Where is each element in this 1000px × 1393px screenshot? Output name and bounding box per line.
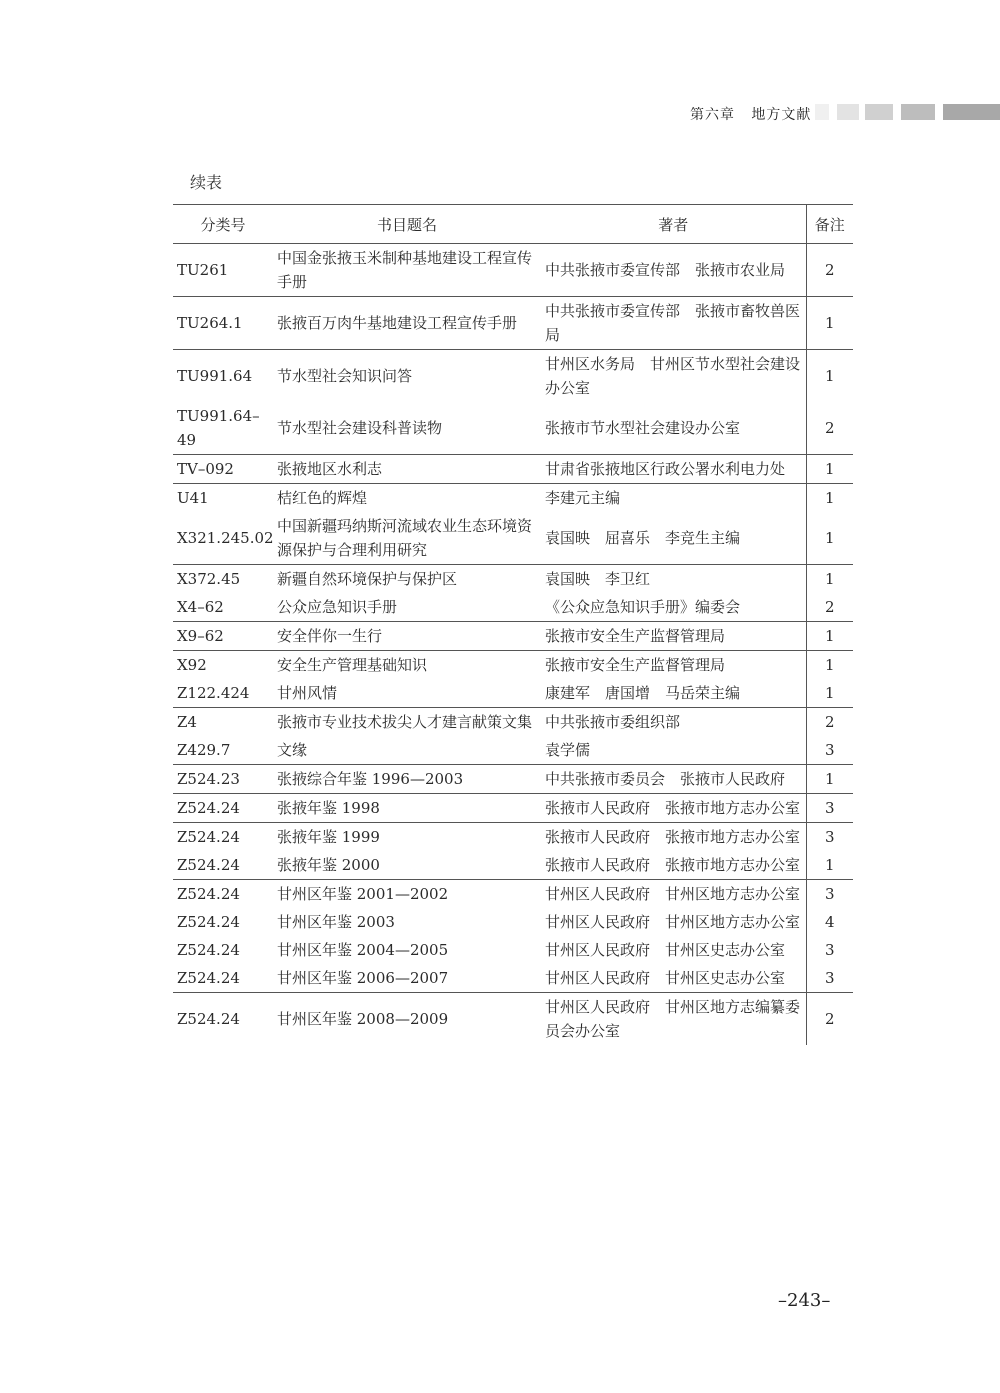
table-row [173,455,853,484]
title-cell: 甘州风情 [273,679,541,708]
author-cell: 中共张掖市委宣传部 张掖市农业局 [541,244,806,297]
class-number-cell: X4–62 [173,593,273,622]
title-cell: 节水型社会知识问答 [277,367,413,385]
title-cell: 公众应急知识手册 [273,593,541,622]
table-row [173,880,853,909]
author-cell: 甘肃省张掖地区行政公署水利电力处 [541,455,806,484]
header-author: 著者 [541,205,806,244]
table-row [173,736,853,765]
class-number-cell: Z524.24 [173,794,273,823]
class-number-cell: U41 [177,489,209,507]
title-cell: 甘州区年鉴 2006—2007 [273,964,541,993]
class-number-cell: Z4 [177,713,197,731]
table-row [173,765,853,794]
title-cell: 桔红色的辉煌 [277,489,368,507]
table-row [173,908,853,936]
table-row [173,622,853,651]
title-cell: 文缘 [273,736,541,765]
author-cell: 甘州区人民政府 甘州区地方志办公室 [545,913,801,931]
title-cell: 张掖地区水利志 [273,455,541,484]
note-cell: 3 [806,936,853,964]
note-cell: 2 [806,593,853,622]
table-row [173,484,853,513]
author-cell: 甘州区人民政府 甘州区地方志办公室 [545,885,801,903]
table-row [173,565,853,594]
note-cell: 2 [806,244,853,297]
note-cell: 1 [806,565,853,594]
title-cell: 中国新疆玛纳斯河流域农业生态环境资源保护与合理利用研究 [273,512,541,565]
title-cell: 张掖综合年鉴 1996—2003 [273,765,541,794]
note-cell: 1 [806,297,853,350]
table-row [173,350,853,403]
note-cell: 1 [806,350,853,403]
title-cell: 新疆自然环境保护与保护区 [277,570,458,588]
title-cell: 安全生产管理基础知识 [277,656,428,674]
header-block-3 [901,104,935,120]
author-cell: 李建元主编 [545,489,621,507]
title-cell: 甘州区年鉴 2008—2009 [277,1010,449,1028]
table-row [173,794,853,823]
class-number-cell: Z524.24 [177,941,240,959]
author-cell: 张掖市人民政府 张掖市地方志办公室 [541,794,806,823]
table-row [173,823,853,852]
class-number-cell: Z524.24 [177,1010,240,1028]
note-cell: 2 [806,402,853,455]
class-number-cell: Z524.24 [177,885,240,903]
author-cell: 中共张掖市委宣传部 张掖市畜牧兽医局 [541,297,806,350]
title-cell: 张掖百万肉牛基地建设工程宣传手册 [273,297,541,350]
table-header-row [173,205,853,244]
author-cell: 《公众应急知识手册》编委会 [541,593,806,622]
class-number-cell: Z429.7 [173,736,273,765]
author-cell: 张掖市人民政府 张掖市地方志办公室 [545,828,801,846]
table-caption: 续表 [190,173,223,192]
note-cell: 2 [806,993,853,1046]
page-number: –243– [778,1290,831,1311]
note-cell: 4 [806,908,853,936]
note-cell: 1 [806,512,853,565]
chapter-title [690,104,811,124]
title-cell: 节水型社会建设科普读物 [273,402,541,455]
table-row [173,297,853,350]
table-row [173,512,853,565]
class-number-cell: Z524.24 [177,913,240,931]
table-row [173,936,853,964]
author-cell: 甘州区人民政府 甘州区史志办公室 [541,964,806,993]
note-cell: 2 [806,708,853,737]
table-row [173,402,853,455]
table-row [173,993,853,1046]
class-number-cell: X372.45 [177,570,241,588]
class-number-cell: X9–62 [173,622,273,651]
table-row [173,651,853,680]
note-cell: 3 [806,823,853,852]
header-block-4 [943,104,1000,120]
header-title: 书目题名 [273,205,541,244]
class-number-cell: TU991.64 [177,367,253,385]
author-cell: 甘州区人民政府 甘州区史志办公室 [545,941,786,959]
author-cell: 甘州区人民政府 甘州区地方志编纂委员会办公室 [545,998,801,1040]
table-row [173,244,853,297]
author-cell: 中共张掖市委员会 张掖市人民政府 [541,765,806,794]
author-cell: 张掖市人民政府 张掖市地方志办公室 [541,851,806,880]
author-cell: 张掖市安全生产监督管理局 [541,622,806,651]
class-number-cell: Z122.424 [173,679,273,708]
header-block-0 [815,104,829,120]
table-row [173,708,853,737]
bibliography-table [173,204,853,1045]
note-cell: 3 [806,794,853,823]
note-cell: 1 [806,851,853,880]
class-number-cell: Z524.24 [173,964,273,993]
table-body [173,244,853,1046]
table-row [173,964,853,993]
class-number-cell: Z524.24 [173,851,273,880]
header-block-1 [837,104,859,120]
header-class-number: 分类号 [173,205,273,244]
note-cell: 3 [806,736,853,765]
table-row [173,593,853,622]
title-cell: 安全伴你一生行 [273,622,541,651]
class-number-cell: X321.245.02 [173,512,273,565]
running-header [0,96,1000,130]
author-cell: 袁国映 屈喜乐 李竞生主编 [541,512,806,565]
class-number-cell: Z524.23 [173,765,273,794]
note-cell: 1 [806,765,853,794]
author-cell: 中共张掖市委组织部 [545,713,681,731]
section-label: 地方文献 [751,107,812,123]
note-cell: 3 [806,964,853,993]
author-cell: 张掖市节水型社会建设办公室 [541,402,806,455]
title-cell: 甘州区年鉴 2004—2005 [277,941,449,959]
note-cell: 1 [806,679,853,708]
title-cell: 张掖年鉴 2000 [273,851,541,880]
note-cell: 1 [806,622,853,651]
author-cell: 袁学儒 [541,736,806,765]
title-cell: 张掖年鉴 1998 [273,794,541,823]
note-cell: 1 [806,484,853,513]
author-cell: 张掖市安全生产监督管理局 [545,656,726,674]
author-cell: 袁国映 李卫红 [545,570,651,588]
note-cell: 3 [806,880,853,909]
author-cell: 甘州区水务局 甘州区节水型社会建设办公室 [545,355,801,397]
author-cell: 康建军 唐国增 马岳荣主编 [541,679,806,708]
title-cell: 甘州区年鉴 2003 [277,913,395,931]
title-cell: 甘州区年鉴 2001—2002 [277,885,449,903]
class-number-cell: TU264.1 [173,297,273,350]
class-number-cell: X92 [177,656,207,674]
note-cell: 1 [806,651,853,680]
note-cell: 1 [806,455,853,484]
table-row [173,851,853,880]
header-note: 备注 [806,205,853,244]
title-cell: 张掖市专业技术拔尖人才建言献策文集 [277,713,533,731]
class-number-cell: TU261 [173,244,273,297]
header-decoration [815,104,1000,120]
chapter-label: 第六章 [690,107,735,123]
title-cell: 中国金张掖玉米制种基地建设工程宣传手册 [273,244,541,297]
class-number-cell: TU991.64–49 [173,402,273,455]
title-cell: 张掖年鉴 1999 [277,828,380,846]
header-block-2 [865,104,893,120]
class-number-cell: TV–092 [173,455,273,484]
table-row [173,679,853,708]
class-number-cell: Z524.24 [177,828,240,846]
